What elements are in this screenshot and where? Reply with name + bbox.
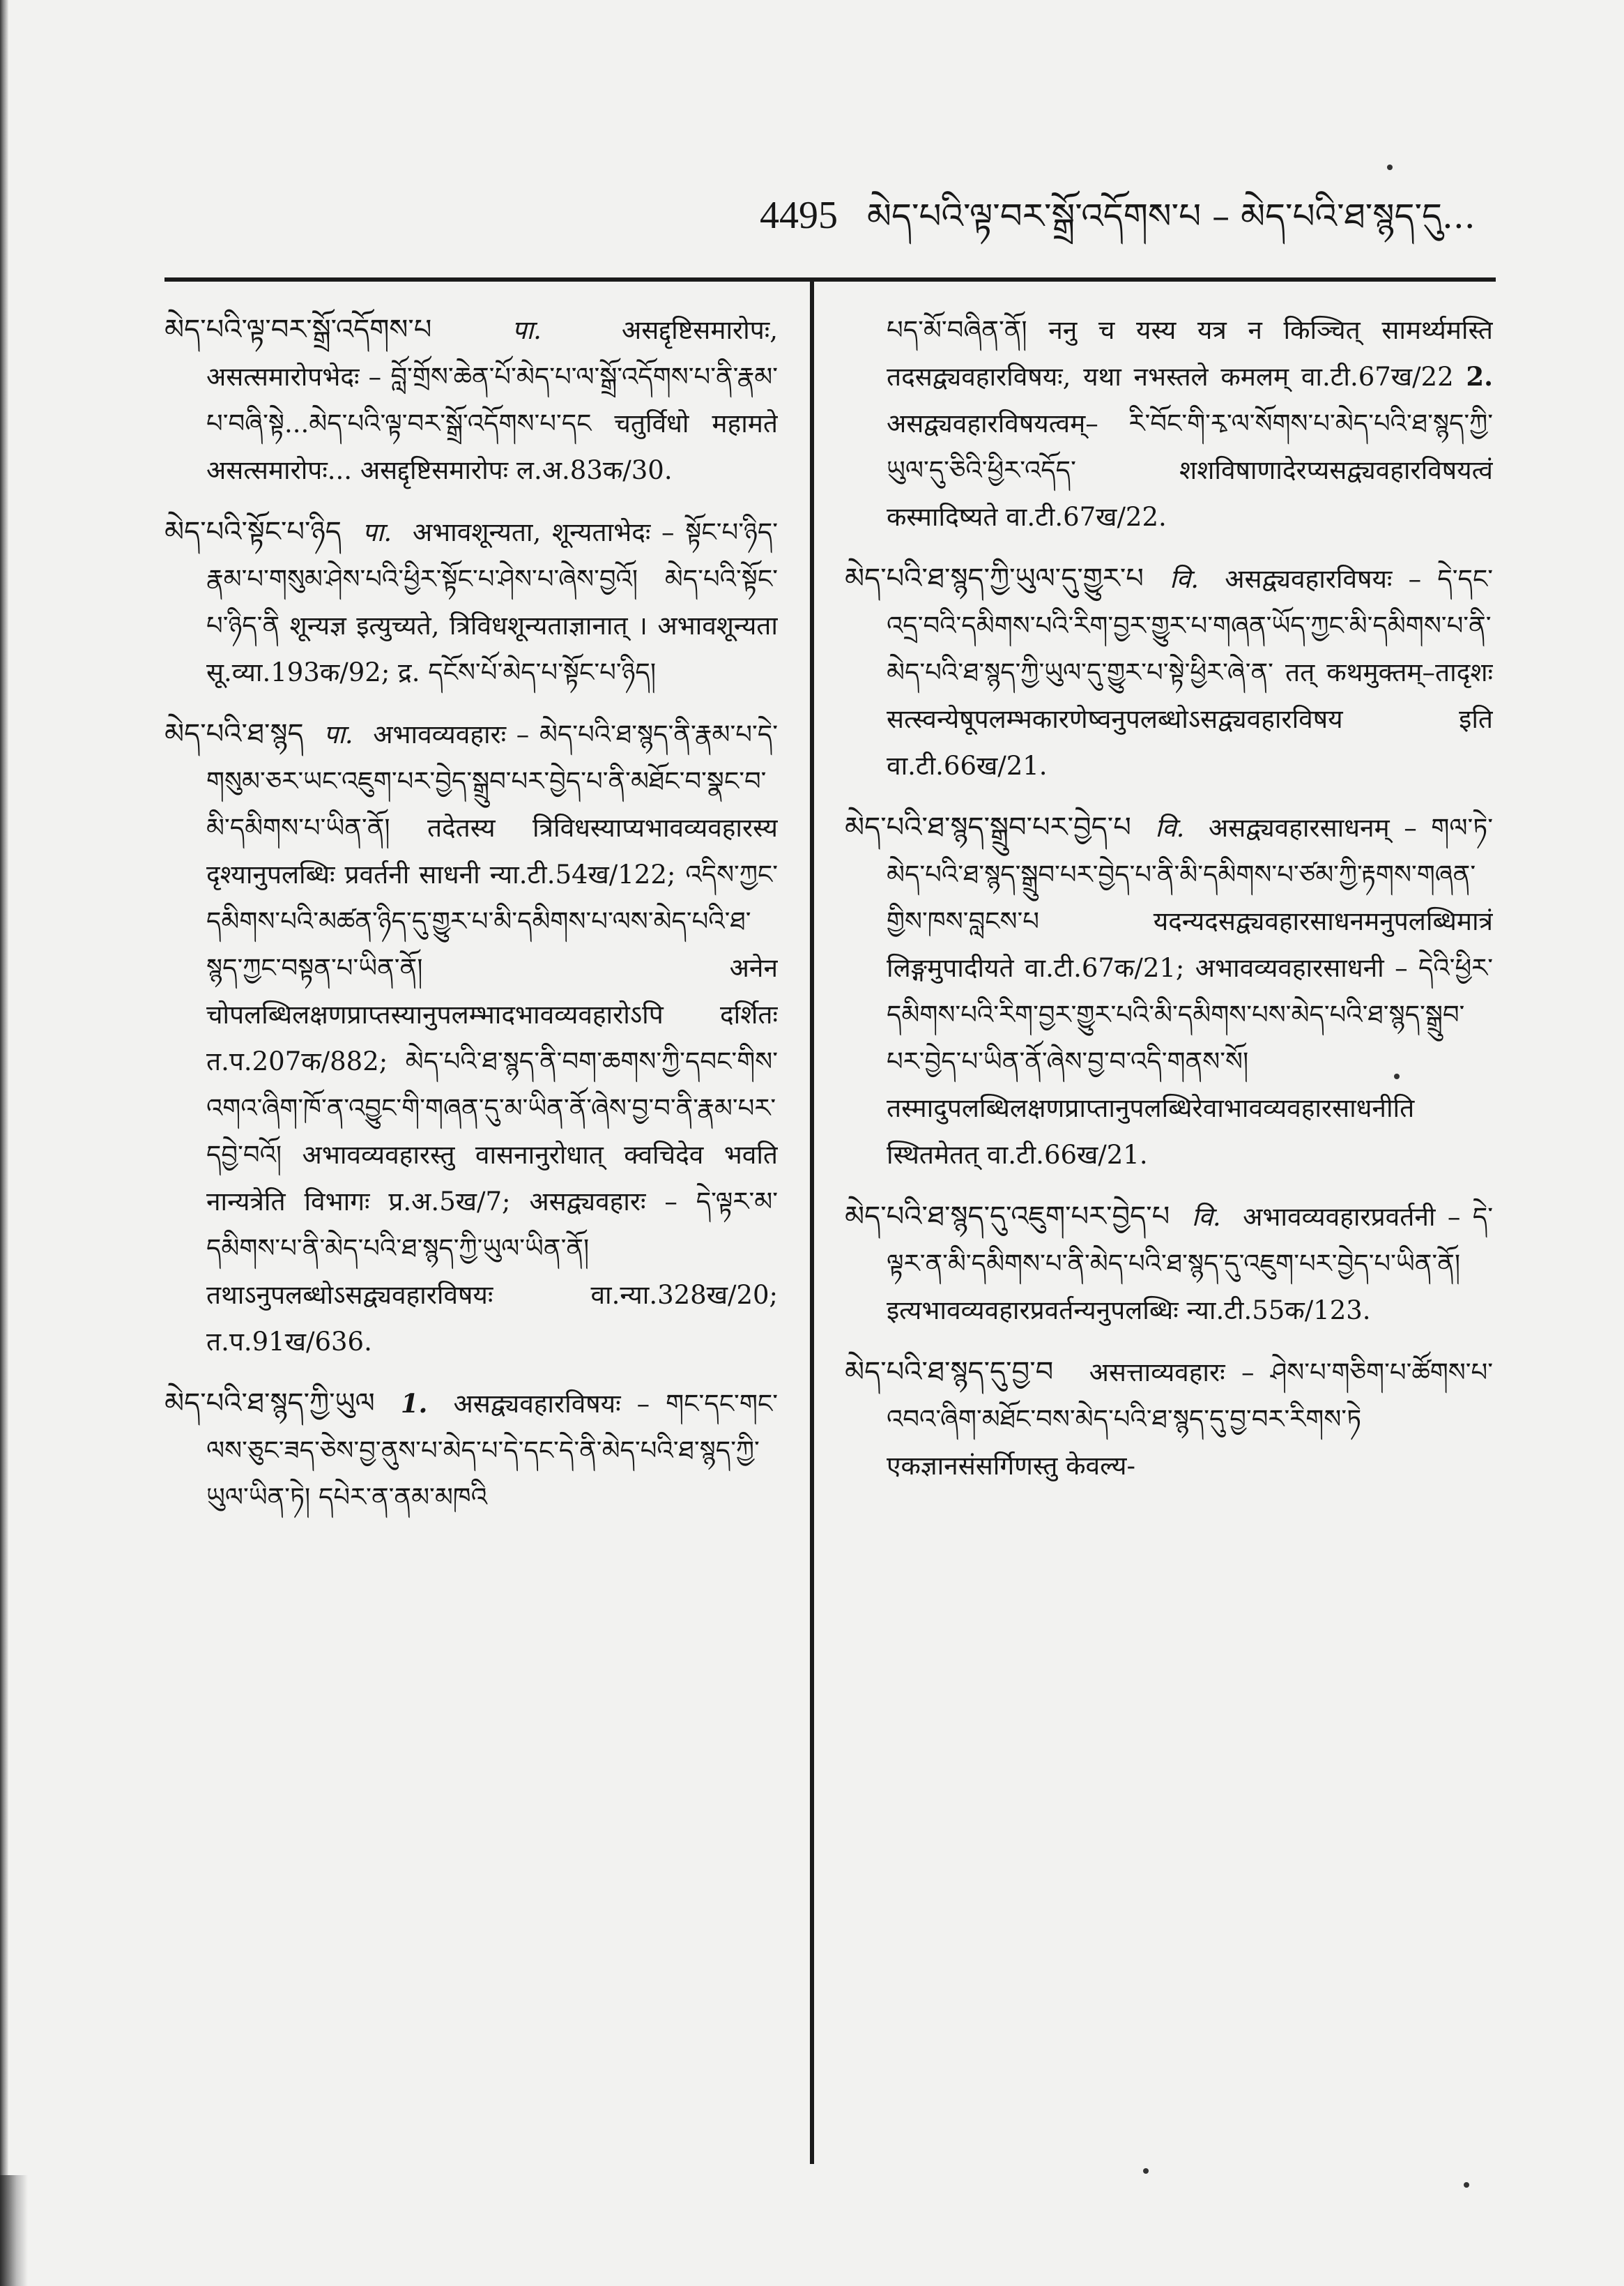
- grammar-label: वि.: [1191, 1202, 1221, 1232]
- entry-text: अभावव्यवहारः – མེད་པའི་ཐ་སྙད་ནི་རྣམ་པ་དེ་གསུམ་ཅར་ཡང་འཇུག་པར་བྱེད་སྒྲུབ་པར་བྱེད་པ་ནི་མཐོང་བ་སྣང་བ་མི་དམིགས་པ་ཡིན་ནོ། तदेतस्य त्रिविधस्याप्यभावव्यवहारस्य दृश्यानुपलब्धिः प्रवर्तनी साधनी न्या.टी.54ख/122; འདིས་ཀྱང་དམིགས་པའི་མཚན་ཉིད་དུ་གྱུར་པ་མི་དམིགས་པ་ལས་མེད་པའི་ཐ་སྙད་ཀྱང་བསྟན་པ་ཡིན་ནོ། अनेन चोपलब्धिलक्षणप्राप्तस्यानुपलम्भादभावव्यवहारोऽपि दर्शितः त.प.207क/882; མེད་པའི་ཐ་སྙད་ནི་བག་ཆགས་ཀྱི་དབང་གིས་འགའ་ཞིག་ཁོ་ན་འབྱུང་གི་གཞན་དུ་མ་ཡིན་ནོ་ཞེས་བྱ་བ་ནི་རྣམ་པར་དབྱེ་བའོ། अभावव्यवहारस्तु वासनानुरोधात् क्वचिदेव भवति नान्यत्रेति विभागः प्र.अ.5ख/7; असद्व्यवहारः – དེ་ལྟར་མ་དམིགས་པ་ནི་མེད་པའི་ཐ་སྙད་ཀྱི་ཡུལ་ཡིན་ནོ། तथाऽनुपलब्धोऽसद्व्यवहारविषयः वा.न्या.328ख/20; त.प.91ख/636.: [206, 719, 778, 1357]
- left-column: [164, 307, 778, 2259]
- entry-text: པད་མོ་བཞིན་ནོ། ननु च यस्य यत्र न किञ्चित् सामर्थ्यमस्ति तदसद्व्यवहारविषयः, यथा नभस्तले कमलम् वा.टी.67ख/22: [887, 315, 1493, 392]
- grammar-label: पा.: [362, 517, 392, 547]
- entry-text: असत्ताव्यवहारः – ཤེས་པ་གཅིག་པ་ཚོགས་པ་འབའ་ཞིག་མཐོང་བས་མེད་པའི་ཐ་སྙད་དུ་བྱ་བར་རིགས་ཏེ एकज्ञानसंसर्गिणस्तु केवल्य-: [887, 1357, 1493, 1481]
- dictionary-entry: [845, 1194, 1493, 1334]
- dictionary-entry: [164, 307, 778, 494]
- entry-headword: མེད་པའི་ཐ་སྙད་དུ་བྱ་བ: [845, 1356, 1054, 1388]
- entry-headword: མེད་པའི་ཐ་སྙད་ཀྱི་ཡུལ: [164, 1387, 375, 1419]
- column-divider: [810, 282, 814, 2164]
- entry-text: अभावशून्यता, शून्यताभेदः – སྟོང་པ་ཉིད་རྣམ་པ་གསུམ་ཤེས་པའི་ཕྱིར་སྟོང་པ་ཤེས་པ་ཞེས་བྱའོ། མེད་པའི་སྟོང་པ་ཉིད་ནི शून्यज्ञ इत्युच्यते, त्रिविधशून्यताज्ञानात् । अभावशून्यता सू.व्या.193क/92; द्र. དངོས་པོ་མེད་པ་སྟོང་པ་ཉིད།: [206, 517, 778, 687]
- header-title: མེད་པའི་ལྟ་བར་སྒྲོ་འདོགས་པ – མེད་པའི་ཐ་སྙད་དུ...: [866, 196, 1476, 236]
- scan-speck: [1464, 2182, 1469, 2188]
- grammar-label: वि.: [1170, 564, 1200, 594]
- scan-edge: [0, 0, 8, 2286]
- entry-text: असद्व्यवहारसाधनम् – གལ་ཏེ་མེད་པའི་ཐ་སྙད་སྒྲུབ་པར་བྱེད་པ་ནི་མི་དམིགས་པ་ཙམ་ཀྱི་རྟགས་གཞན་གྱིས་ཁས་བླངས་པ यदन्यदसद्व्यवहारसाधनमनुपलब्धिमात्रं लिङ्गमुपादीयते वा.टी.67क/21; अभावव्यवहारसाधनी – དེའི་ཕྱིར་དམིགས་པའི་རིག་བྱར་གྱུར་པའི་མི་དམིགས་པས་མེད་པའི་ཐ་སྙད་སྒྲུབ་པར་བྱེད་པ་ཡིན་ནོ་ཞེས་བྱ་བ་འདི་གནས་སོ། तस्मादुपलब्धिलक्षणप्राप्तानुपलब्धिरेवाभावव्यवहारसाधनीति स्थितमेतत् वा.टी.66ख/21.: [887, 813, 1493, 1170]
- scan-smudge: [0, 2175, 28, 2286]
- entry-text: असद्दृष्टिसमारोपः, असत्समारोपभेदः – བློ་གྲོས་ཆེན་པོ་མེད་པ་ལ་སྒྲོ་འདོགས་པ་ནི་རྣམ་པ་བཞི་སྟེ...མེད་པའི་ལྟ་བར་སྒྲོ་འདོགས་པ་དང चतुर्विधो महामते असत्समारोपः... असद्दृष्टिसमारोपः ल.अ.83क/30.: [206, 315, 778, 485]
- grammar-label: पा.: [323, 719, 353, 749]
- page-number: 4495: [760, 194, 838, 237]
- dictionary-entry: [164, 509, 778, 696]
- entry-headword: མེད་པའི་སྟོང་པ་ཉིད: [164, 516, 342, 548]
- grammar-label: वि.: [1155, 813, 1185, 843]
- sense-number: 2.: [1466, 361, 1493, 392]
- dictionary-entry: [164, 711, 778, 1365]
- entry-text: असद्व्यवहारविषयत्वम्– རི་བོང་གི་རྭ་ལ་སོགས་པ་མེད་པའི་ཐ་སྙད་ཀྱི་ཡུལ་དུ་ཅིའི་ཕྱིར་འདོད་ शशविषाणादेरप्यसद्व्यवहारविषयत्वं कस्मादिष्यते वा.टी.67ख/22.: [887, 409, 1493, 532]
- grammar-label: पा.: [512, 315, 542, 345]
- entry-headword: མེད་པའི་ལྟ་བར་སྒྲོ་འདོགས་པ: [164, 314, 432, 346]
- entry-headword: མེད་པའི་ཐ་སྙད: [164, 718, 304, 750]
- running-header: [760, 178, 1499, 275]
- scan-speck: [1394, 1074, 1400, 1079]
- right-column: [845, 307, 1493, 2259]
- dictionary-entry: [845, 1349, 1493, 1489]
- entry-text: अभावव्यवहारप्रवर्तनी – དེ་ལྟར་ན་མི་དམིགས་པ་ནི་མེད་པའི་ཐ་སྙད་དུ་འཇུག་པར་བྱེད་པ་ཡིན་ནོ། इत्यभावव्यवहारप्रवर्तन्यनुपलब्धिः न्या.टी.55क/123.: [887, 1202, 1493, 1325]
- entry-continuation: [845, 307, 1493, 540]
- dictionary-entry: [845, 556, 1493, 789]
- scan-speck: [1143, 2168, 1149, 2174]
- dictionary-entry: [845, 805, 1493, 1178]
- entry-headword: མེད་པའི་ཐ་སྙད་དུ་འཇུག་པར་བྱེད་པ: [845, 1201, 1170, 1233]
- header-rule: [164, 277, 1496, 282]
- scan-speck: [1387, 165, 1393, 170]
- entry-text: असद्व्यवहारविषयः – དེ་དང་འདྲ་བའི་དམིགས་པའི་རིག་བྱར་གྱུར་པ་གཞན་ཡོད་ཀྱང་མི་དམིགས་པ་ནི་མེད་པའི་ཐ་སྙད་ཀྱི་ཡུལ་དུ་གྱུར་པ་སྟེ་ཕྱིར་ཞེ་ན་ तत् कथमुक्तम्–तादृशः सत्स्वन्येषूपलम्भकारणेष्वनुपलब्धोऽसद्व्यवहारविषय इति वा.टी.66ख/21.: [887, 564, 1493, 781]
- sense-number: 1.: [400, 1388, 428, 1419]
- entry-headword: མེད་པའི་ཐ་སྙད་སྒྲུབ་པར་བྱེད་པ: [845, 811, 1131, 844]
- entry-headword: མེད་པའི་ཐ་སྙད་ཀྱི་ཡུལ་དུ་གྱུར་པ: [845, 563, 1144, 595]
- dictionary-entry: [164, 1380, 778, 1521]
- entry-text: असद्व्यवहारविषयः – གང་དང་གང་ལས་ཅུང་ཟད་ཅེས་བྱ་ནུས་པ་མེད་པ་དེ་དང་དེ་ནི་མེད་པའི་ཐ་སྙད་ཀྱི་ཡུལ་ཡིན་ཏེ། དཔེར་ན་ནམ་མཁའི: [206, 1389, 778, 1512]
